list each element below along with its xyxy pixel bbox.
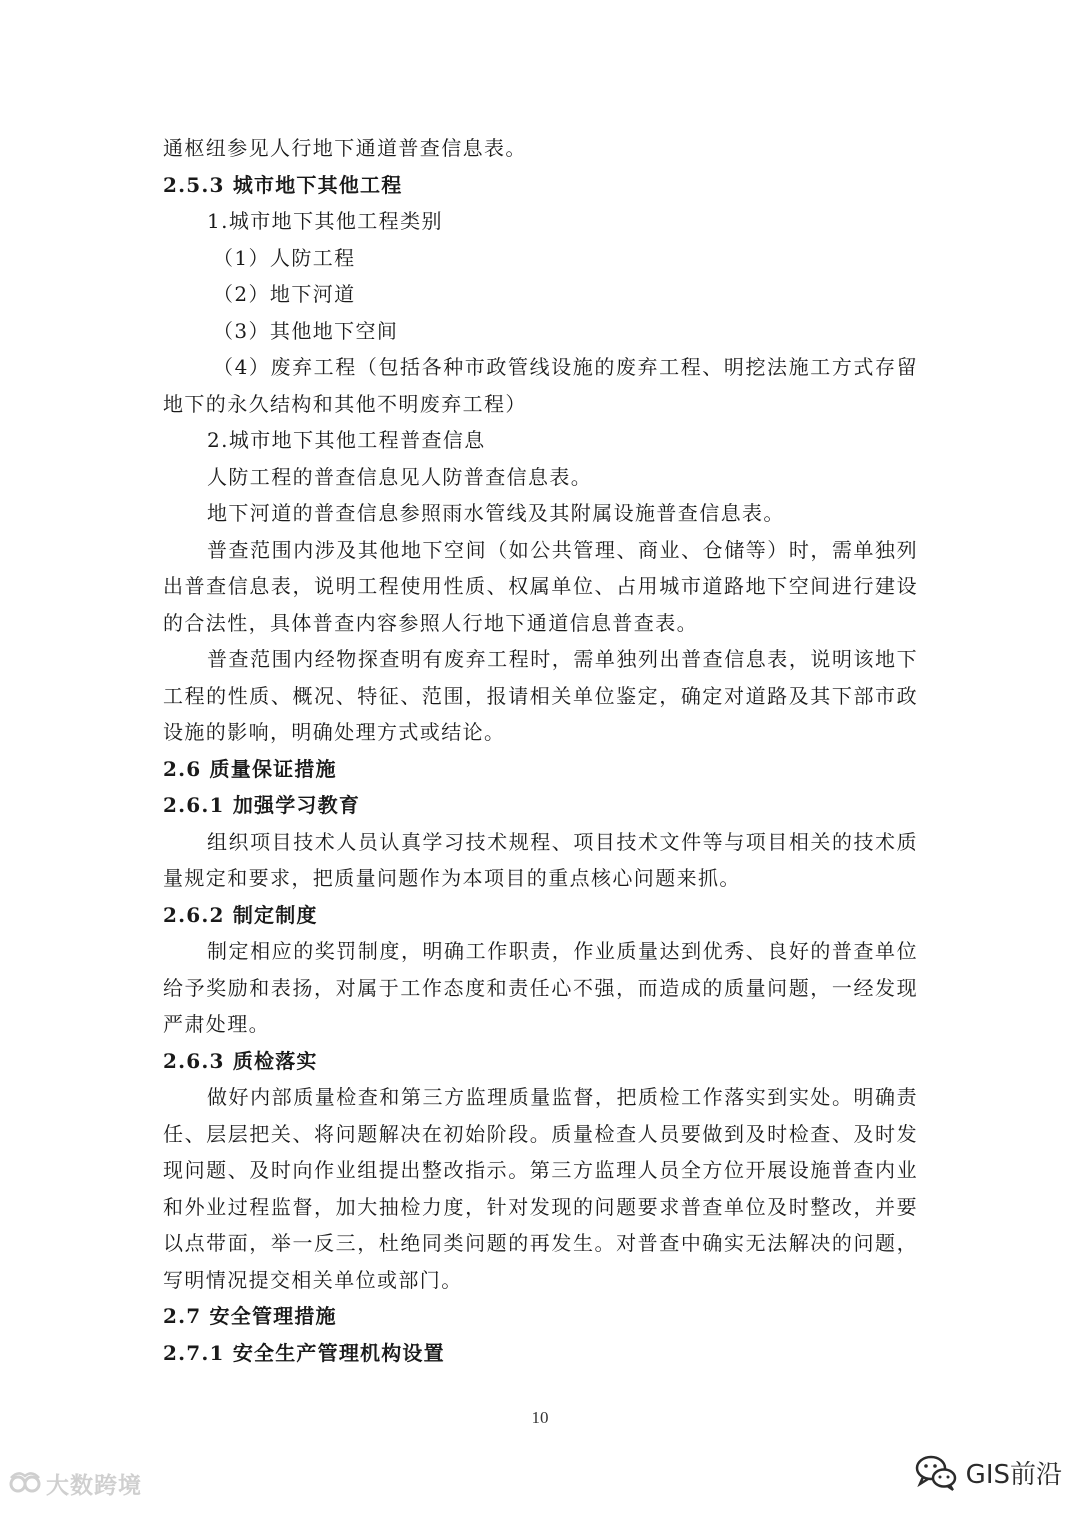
section-heading-2-7-1: 2.7.1 安全生产管理机构设置 [163,1340,445,1365]
paragraph-line: 以点带面，举一反三，杜绝同类问题的再发生。对普查中确实无法解决的问题， [163,1231,918,1255]
paragraph-line: 严肃处理。 [163,1012,270,1036]
paragraph-line: 人防工程的普查信息见人防普查信息表。 [207,464,593,489]
document-body [163,130,918,1371]
list-item: （2）地下河道 [213,282,356,306]
glasses-logo-icon [8,1466,42,1500]
list-item: （4）废弃工程（包括各种市政管线设施的废弃工程、明挖法施工方式存留 [213,355,918,379]
section-heading-2-6: 2.6 质量保证措施 [163,756,337,781]
paragraph-line: 工程的性质、概况、特征、范围，报请相关单位鉴定，确定对道路及其下部市政 [163,683,918,708]
wechat-icon [914,1452,958,1492]
paragraph-line: 和外业过程监督，加大抽检力度，针对发现的问题要求普查单位及时整改，并要 [163,1194,918,1219]
paragraph-line: 2.城市地下其他工程普查信息 [207,428,486,452]
paragraph-line: 组织项目技术人员认真学习技术规程、项目技术文件等与项目相关的技术质 [207,829,918,854]
section-heading-2-6-2: 2.6.2 制定制度 [163,902,318,927]
paragraph-line: 普查范围内涉及其他地下空间（如公共管理、商业、仓储等）时，需单独列 [207,537,918,562]
paragraph-line: 1.城市地下其他工程类别 [207,209,443,233]
section-heading-2-7: 2.7 安全管理措施 [163,1304,337,1328]
section-heading-2-6-1: 2.6.1 加强学习教育 [163,793,361,817]
paragraph-line: 量规定和要求，把质量问题作为本项目的重点核心问题来抓。 [163,866,741,890]
paragraph-line: 设施的影响，明确处理方式或结论。 [163,720,506,744]
paragraph-line: 的合法性，具体普查内容参照人行地下通道信息普查表。 [163,610,698,635]
watermark-left-text: 大数跨境 [46,1472,142,1499]
list-item: （1）人防工程 [213,245,356,270]
paragraph-line: 写明情况提交相关单位或部门。 [163,1267,463,1292]
watermark-right-text: GIS前沿 [965,1459,1062,1490]
paragraph-line: 地下河道的普查信息参照雨水管线及其附属设施普查信息表。 [207,501,785,525]
paragraph-line: 出普查信息表，说明工程使用性质、权属单位、占用城市道路地下空间进行建设 [163,574,918,598]
page-number: 10 [531,1408,549,1427]
section-heading-2-6-3: 2.6.3 质检落实 [163,1048,318,1073]
paragraph-line: 地下的永久结构和其他不明废弃工程） [163,391,527,416]
paragraph-line: 给予奖励和表扬，对属于工作态度和责任心不强，而造成的质量问题，一经发现 [163,975,918,1000]
paragraph-line: 任、层层把关、将问题解决在初始阶段。质量检查人员要做到及时检查、及时发 [163,1121,918,1146]
paragraph-line: 制定相应的奖罚制度，明确工作职责，作业质量达到优秀、良好的普查单位 [207,939,918,963]
paragraph-line: 做好内部质量检查和第三方监理质量监督，把质检工作落实到实处。明确责 [207,1085,918,1109]
watermark-right [914,1452,1062,1492]
section-heading-2-5-3: 2.5.3 城市地下其他工程 [163,172,403,197]
watermark-left [8,1466,142,1500]
list-item: （3）其他地下空间 [213,318,399,343]
paragraph-line: 通枢纽参见人行地下通道普查信息表。 [163,136,527,160]
paragraph-line: 现问题、及时向作业组提出整改指示。第三方监理人员全方位开展设施普查内业 [163,1158,918,1182]
paragraph-line: 普查范围内经物探查明有废弃工程时，需单独列出普查信息表，说明该地下 [207,647,918,671]
